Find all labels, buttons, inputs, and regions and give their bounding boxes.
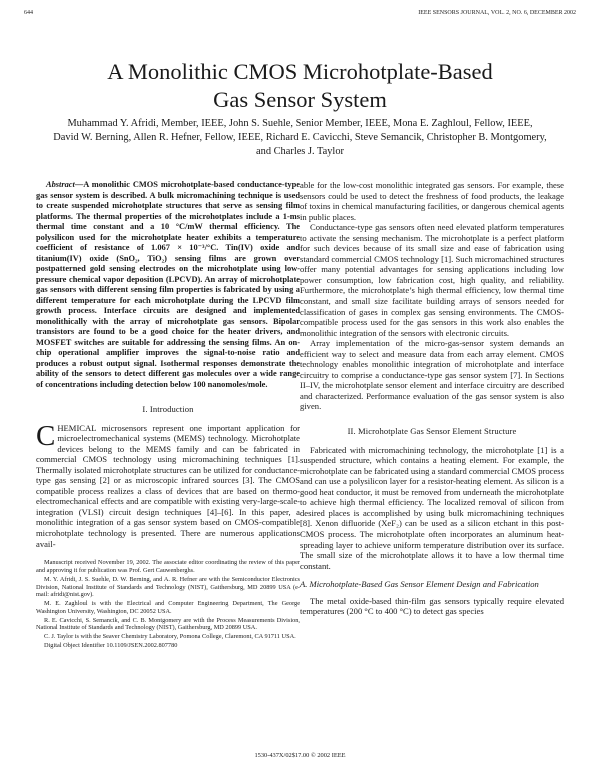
right-column [300,180,564,617]
footnote: Digital Object Identifier 10.1109/JSEN.2002.807780 [44,642,178,650]
footnote: M. E. Zaghloul is with the Electrical and Computer Engineering Department, The George Washington University, Washington, DC 20052 USA. [36,600,300,615]
left-column [36,180,300,651]
title-line: Gas Sensor System [213,87,387,112]
body-paragraph: Conductance-type gas sensors often need elevated platform temperatures to activate the sensing mechanism. The microhotplate is a perfect platform for such devices because of its small size and ease of fabrication using standard commercial CMOS technology [1]. Such micromachined structures offer many potential advantages for sensing applications including low power consumption, low fabrication cost, high quality, and reliability. Furthermore, the microhotplate’s high thermal efficiency, low thermal time constant, and small size facilitate building arrays of sensors needed for classification of gases in complex gas sensing environments. The CMOS-compatible process used for the gas sensors in this work also enables the monolithic integration of the sensors with electronic circuits. [300,222,564,338]
body-paragraph: Fabricated with micromachining technology, the microhotplate [1] is a suspended structure, which contains a heating element. For example, the microhotplate can be fabricated using a standard commercial CMOS process and can use a polysilicon layer for a resistor-heating element. As silicon is a good heat conductor, it must be removed from underneath the microhotplate to achieve high thermal efficiency. The localized removal of silicon from desired places is accomplished by using bulk micromachining techniques [8]. Xenon difluoride (XeF₂) can be used as a silicon etchant in this post-CMOS process. The microhotplate often incorporates an aluminum heat-spreading layer to achieve uniform temperature distribution over its surface. The small size of the microhotplate allows it to have a low thermal time constant. [300,444,564,571]
footnotes [36,559,300,650]
section-heading: I. Introduction [142,404,194,414]
author-line: and Charles J. Taylor [256,146,344,157]
abstract-text: —A monolithic CMOS microhotplate-based conductance-type gas sensor system is described. A bulk micromachining technique is used to create suspended microhotplate structures that serve as sensing film platforms. The thermal properties of the microhotplates include a 1-ms thermal time constant and a 10 °C/mW thermal efficiency. The polysilicon used for the microhotplate heater exhibits a temperature coefficient of resistance of 1.067 × 10⁻³/°C. Tin(IV) oxide and titanium(IV) oxide (SnO₂, TiO₂) sensing films are grown over postpatterned gold sensing electrodes on the microhotplate using low-pressure chemical vapor deposition (LPCVD). An array of microhotplate gas sensors with different sensing film properties is fabricated by using a different temperature for each microhotplate during the LPCVD film growth process. Interface circuits are designed and implemented monolithically with the array of microhotplate gas sensors. Bipolar transistors are found to be a good choice for the heater drivers, and MOSFET switches are suitable for addressing the sensing films. An on-chip operational amplifier improves the signal-to-noise ratio and produces a robust output signal. Isothermal responses demonstrate the ability of the sensors to detect different gas molecules over a wide range of concentrations including detection below 100 nanomoles/mole. [36,180,300,389]
title-line: A Monolithic CMOS Microhotplate-Based [107,59,493,84]
footnote: M. Y. Afridi, J. S. Suehle, D. W. Berning, and A. R. Hefner are with the Semiconductor Electronics Division, National Institute of Standards and Technology (NIST), Gaithersburg, MD 20899 USA (e-mail: afridi@nist.gov). [36,575,300,599]
author-line: David W. Berning, Allen R. Hefner, Fellow, IEEE, Richard E. Cavicchi, Steve Semancik, Christopher B. Montgomery, [53,132,547,143]
journal-header: IEEE SENSORS JOURNAL, VOL. 2, NO. 6, DECEMBER 2002 [418,10,576,16]
section-heading: II. Microhotplate Gas Sensor Element Structure [347,426,517,437]
page-number: 644 [24,10,33,16]
footnote: R. E. Cavicchi, S. Semancik, and C. B. Montgomery are with the Process Measurements Division, National Institute of Standards and Technology (NIST), Gaithersburg, MD 20899 USA. [36,616,300,632]
running-header [24,10,576,19]
author-list [40,117,560,159]
drop-cap: C [36,419,56,452]
body-paragraph: able for the low-cost monolithic integrated gas sensors. For example, these sensors could be used to detect the freshness of food products, the leakage of toxins in chemical manufacturing facilities, or dangerous chemical agents in public places. [300,180,564,222]
paper-title [40,58,560,114]
copyright-footer: 1530-437X/02$17.00 © 2002 IEEE [254,752,346,759]
body-paragraph: Array implementation of the micro-gas-sensor system demands an efficient way to select and measure data from each array element. CMOS technology enables monolithic integration of microhotplate and interface circuitry to comprise a conductance-type gas sensor system [7]. In Sections II–IV, the microhotplate sensor element and interface circuitry are described and characterized. Performance evaluation of the gas sensor system is also given. [300,338,564,412]
abstract [36,180,300,390]
intro-paragraph [36,419,300,550]
footnote: Manuscript received November 19, 2002. The associate editor coordinating the review of this paper and approving it for publication was Prof. Gert Cauwenberghs. [36,559,300,574]
footnote: C. J. Taylor is with the Seaver Chemistry Laboratory, Pomona College, Claremont, CA 91711 USA. [44,633,296,641]
abstract-lead: Abstract [46,180,75,189]
author-line: Muhammad Y. Afridi, Member, IEEE, John S. Suehle, Senior Member, IEEE, Mona E. Zaghloul, Fellow, IEEE, [67,118,533,129]
subsection-heading: A. Microhotplate-Based Gas Sensor Element Design and Fabrication [300,579,539,590]
body-paragraph: The metal oxide-based thin-film gas sensors typically require elevated temperatures (200 °C to 400 °C) to detect gas species [300,595,564,617]
intro-text: HEMICAL microsensors represent one important application for microelectromechanical systems (MEMS) technology. Microhotplate devices belong to the MEMS family and can be fabricated in commercial CMOS technology using micromachining techniques [1]. Thermally isolated microhotplate structures can be utilized for conductance-type gas sensing [2] or as microscopic infrared sources [3]. The CMOS compatible process realizes a class of devices that are based on thermo-electromechanical effects and are compatible with existing very-large-scale-integration (VLSI) circuit design techniques [4]–[6]. In this paper, a monolithic integration of a gas sensor system based on CMOS-compatible microhotplate technology is presented. There are numerous applications avail- [36,422,300,549]
